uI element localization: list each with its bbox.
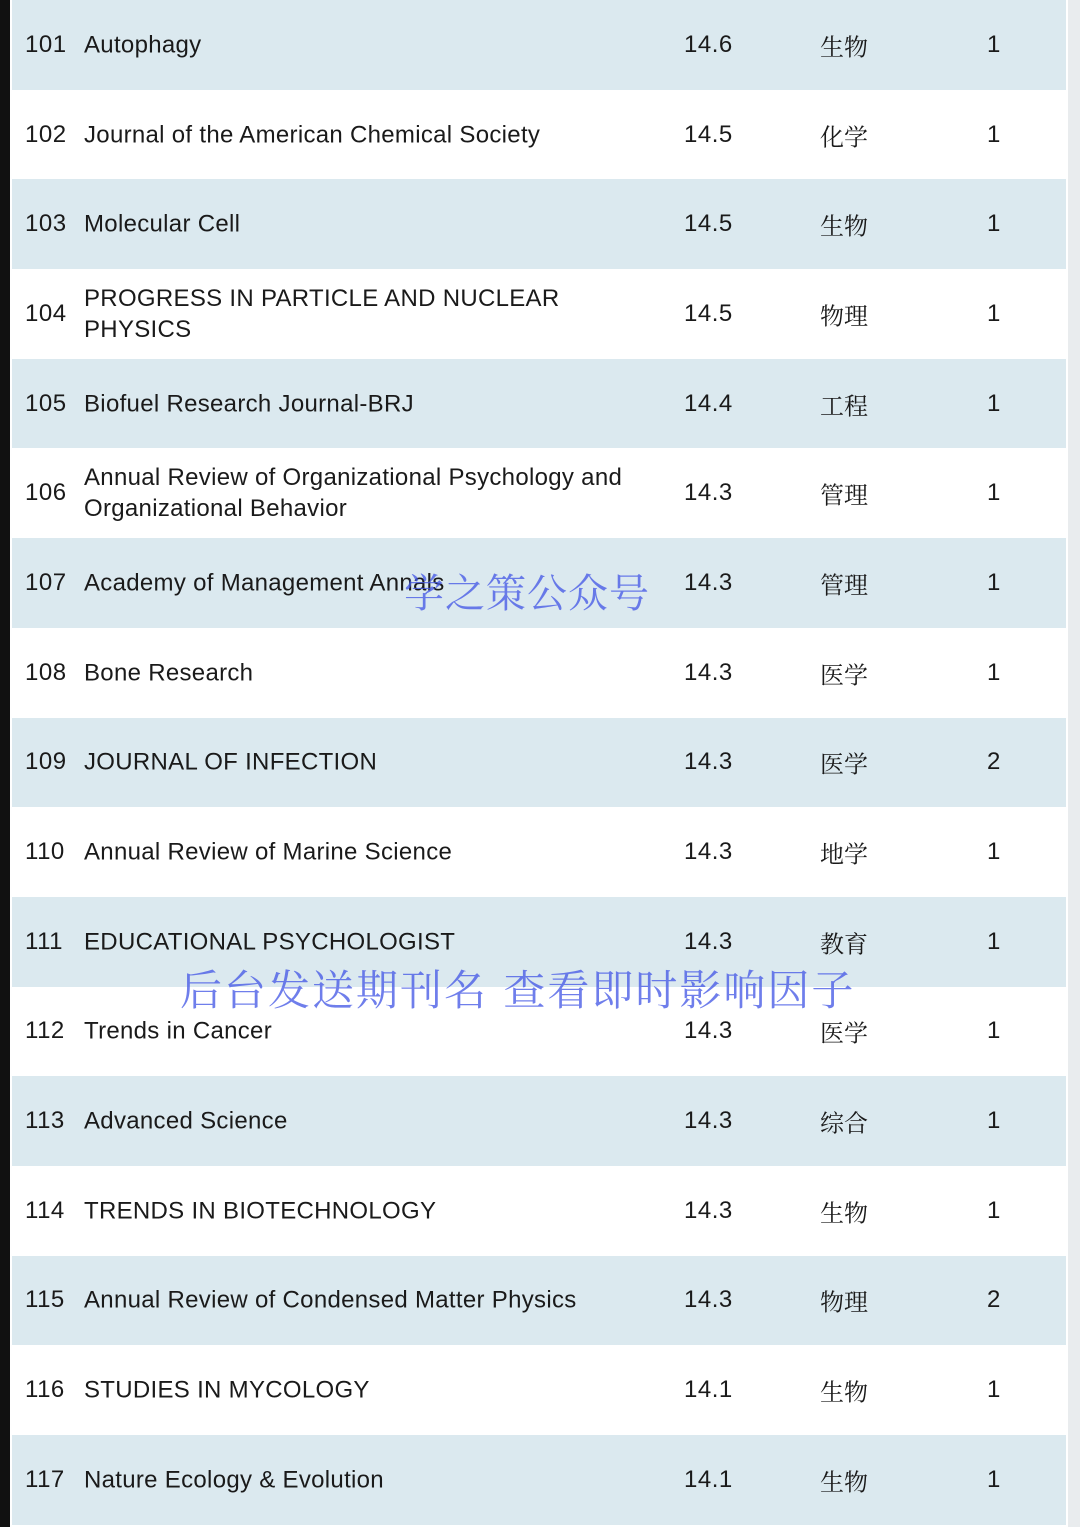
table-row xyxy=(12,1256,1066,1346)
journal-name-cell: PROGRESS IN PARTICLE AND NUCLEAR PHYSICS xyxy=(84,284,560,343)
journal-name-cell: Molecular Cell xyxy=(84,210,241,238)
rank-cell: 107 xyxy=(25,568,67,596)
impact-factor-cell: 14.3 xyxy=(684,838,733,866)
journal-name-cell: Annual Review of Marine Science xyxy=(84,838,453,866)
zone-cell: 1 xyxy=(987,927,1001,955)
journal-name-cell: Trends in Cancer xyxy=(84,1017,272,1045)
subject-field-cell: 管理 xyxy=(820,571,868,600)
journal-name-cell: Advanced Science xyxy=(84,1107,288,1135)
rank-cell: 106 xyxy=(25,479,67,507)
subject-field-cell: 生物 xyxy=(820,212,868,241)
subject-field-cell: 工程 xyxy=(820,392,868,421)
impact-factor-cell: 14.3 xyxy=(684,927,733,955)
zone-cell: 1 xyxy=(987,1376,1001,1404)
rank-cell: 101 xyxy=(25,30,67,58)
journal-name-cell: Autophagy xyxy=(84,31,202,59)
impact-factor-cell: 14.3 xyxy=(684,1286,733,1314)
subject-field-cell: 生物 xyxy=(820,1378,868,1407)
table-row xyxy=(12,1166,1066,1256)
impact-factor-cell: 14.3 xyxy=(684,1107,733,1135)
table-row xyxy=(12,448,1066,538)
journal-name-cell: STUDIES IN MYCOLOGY xyxy=(84,1376,370,1404)
impact-factor-cell: 14.3 xyxy=(684,479,733,507)
rank-cell: 105 xyxy=(25,389,67,417)
rank-cell: 112 xyxy=(25,1017,65,1045)
impact-factor-cell: 14.4 xyxy=(684,389,733,417)
subject-field-cell: 医学 xyxy=(820,1019,868,1048)
subject-field-cell: 物理 xyxy=(820,1288,868,1317)
watermark-instruction: 后台发送期刊名 查看即时影响因子 xyxy=(180,966,856,1015)
table-row xyxy=(12,1345,1066,1435)
table-row xyxy=(12,179,1066,269)
rank-cell: 111 xyxy=(25,927,63,955)
impact-factor-cell: 14.3 xyxy=(684,1196,733,1224)
journal-name-cell: Annual Review of Organizational Psychology and Organizational Behavior xyxy=(84,464,623,523)
subject-field-cell: 物理 xyxy=(820,302,868,331)
subject-field-cell: 综合 xyxy=(820,1109,868,1138)
rank-cell: 116 xyxy=(25,1376,65,1404)
subject-field-cell: 医学 xyxy=(820,661,868,690)
zone-cell: 2 xyxy=(987,1286,1001,1314)
rank-cell: 102 xyxy=(25,120,67,148)
table-row xyxy=(12,269,1066,359)
table-row xyxy=(12,1435,1066,1525)
watermark-account-name: 学之策公众号 xyxy=(404,571,650,617)
journal-name-cell: Academy of Management Annals xyxy=(84,569,445,597)
left-edge-border xyxy=(0,0,10,1527)
zone-cell: 2 xyxy=(987,748,1001,776)
table-row xyxy=(12,718,1066,808)
right-edge-border xyxy=(1068,0,1080,1527)
zone-cell: 1 xyxy=(987,658,1001,686)
journal-name-cell: Biofuel Research Journal-BRJ xyxy=(84,390,414,418)
journal-name-cell: JOURNAL OF INFECTION xyxy=(84,748,378,776)
rank-cell: 103 xyxy=(25,210,67,238)
rank-cell: 110 xyxy=(25,838,65,866)
impact-factor-cell: 14.1 xyxy=(684,1376,733,1404)
zone-cell: 1 xyxy=(987,1465,1001,1493)
impact-factor-cell: 14.6 xyxy=(684,30,733,58)
subject-field-cell: 生物 xyxy=(820,1468,868,1497)
zone-cell: 1 xyxy=(987,1196,1001,1224)
subject-field-cell: 教育 xyxy=(820,930,868,959)
subject-field-cell: 生物 xyxy=(820,33,868,62)
impact-factor-cell: 14.5 xyxy=(684,120,733,148)
rank-cell: 114 xyxy=(25,1196,65,1224)
zone-cell: 1 xyxy=(987,389,1001,417)
table-row xyxy=(12,359,1066,449)
impact-factor-cell: 14.5 xyxy=(684,299,733,327)
journal-name-cell: EDUCATIONAL PSYCHOLOGIST xyxy=(84,928,456,956)
impact-factor-cell: 14.5 xyxy=(684,210,733,238)
rank-cell: 104 xyxy=(25,299,67,327)
subject-field-cell: 化学 xyxy=(820,123,868,152)
journal-name-cell: Journal of the American Chemical Society xyxy=(84,121,541,149)
zone-cell: 1 xyxy=(987,838,1001,866)
zone-cell: 1 xyxy=(987,30,1001,58)
zone-cell: 1 xyxy=(987,568,1001,596)
table-row xyxy=(12,1076,1066,1166)
subject-field-cell: 地学 xyxy=(820,840,868,869)
table-row xyxy=(12,897,1066,987)
impact-factor-cell: 14.3 xyxy=(684,658,733,686)
journal-name-cell: Annual Review of Condensed Matter Physics xyxy=(84,1286,577,1314)
impact-factor-cell: 14.1 xyxy=(684,1465,733,1493)
impact-factor-cell: 14.3 xyxy=(684,1017,733,1045)
rank-cell: 117 xyxy=(25,1465,65,1493)
table-row xyxy=(12,538,1066,628)
rank-cell: 108 xyxy=(25,658,67,686)
table-row xyxy=(12,807,1066,897)
subject-field-cell: 生物 xyxy=(820,1199,868,1228)
zone-cell: 1 xyxy=(987,1107,1001,1135)
zone-cell: 1 xyxy=(987,1017,1001,1045)
zone-cell: 1 xyxy=(987,479,1001,507)
zone-cell: 1 xyxy=(987,210,1001,238)
table-row xyxy=(12,987,1066,1077)
journal-table xyxy=(12,0,1066,1525)
table-row xyxy=(12,0,1066,90)
rank-cell: 109 xyxy=(25,748,67,776)
subject-field-cell: 管理 xyxy=(820,481,868,510)
zone-cell: 1 xyxy=(987,120,1001,148)
impact-factor-cell: 14.3 xyxy=(684,568,733,596)
rank-cell: 113 xyxy=(25,1107,65,1135)
rank-cell: 115 xyxy=(25,1286,65,1314)
impact-factor-cell: 14.3 xyxy=(684,748,733,776)
journal-name-cell: Nature Ecology & Evolution xyxy=(84,1466,384,1494)
table-row xyxy=(12,628,1066,718)
zone-cell: 1 xyxy=(987,299,1001,327)
subject-field-cell: 医学 xyxy=(820,750,868,779)
table-row xyxy=(12,90,1066,180)
journal-name-cell: Bone Research xyxy=(84,659,254,687)
journal-name-cell: TRENDS IN BIOTECHNOLOGY xyxy=(84,1197,437,1225)
